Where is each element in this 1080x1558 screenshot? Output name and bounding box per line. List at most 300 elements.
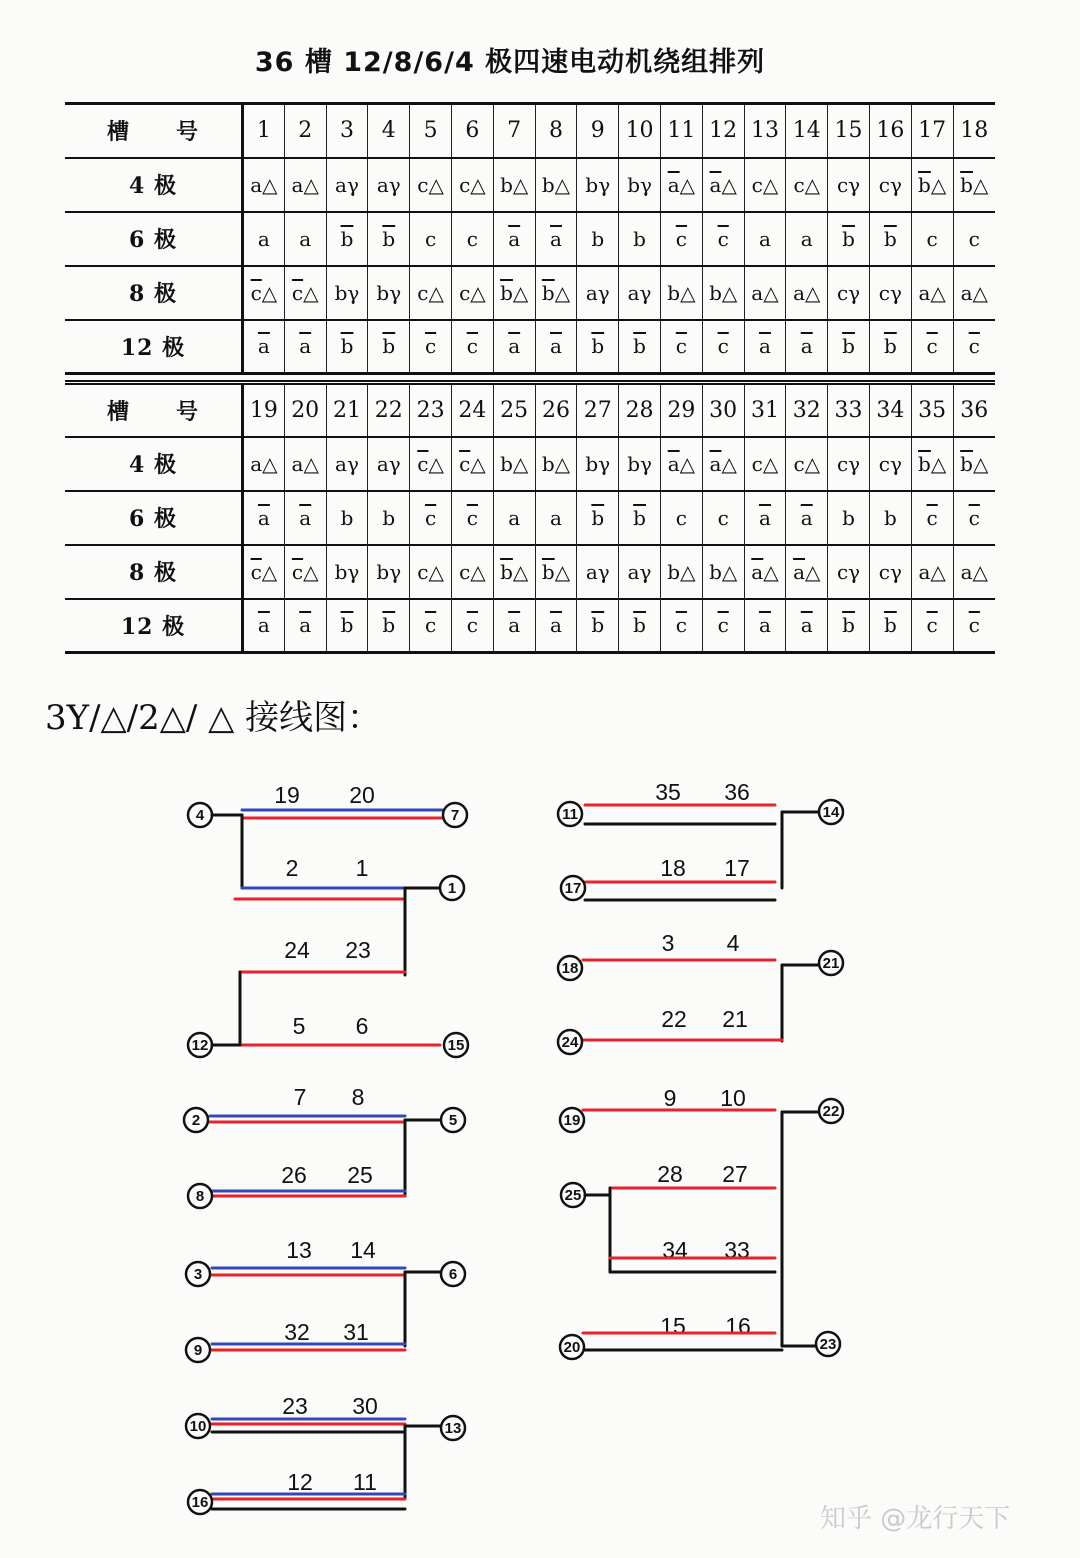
phase-value: cγ [878, 280, 902, 305]
terminal-number: 19 [563, 1112, 581, 1129]
phase-value: $\overline{a}$ [550, 226, 562, 251]
slot-number: 26 [535, 383, 577, 437]
phase-cell [284, 545, 326, 599]
phase-cell [953, 266, 995, 320]
terminal-number: 3 [193, 1266, 203, 1283]
phase-cell [911, 437, 953, 491]
phase-value: cγ [878, 172, 902, 197]
phase-cell [577, 266, 619, 320]
wiring-diagram [0, 760, 1080, 1558]
slot-label: 23 [282, 1393, 308, 1419]
phase-value: bγ [627, 451, 652, 476]
phase-cell [410, 491, 452, 545]
slot-number: 32 [786, 383, 828, 437]
phase-value: $\overline{b}$ [633, 613, 646, 638]
phase-value: $\overline{b}$ [633, 505, 646, 530]
phase-cell [702, 437, 744, 491]
phase-value: bγ [585, 172, 611, 197]
phase-value: $\overline{a}$ [257, 505, 270, 530]
phase-cell [702, 320, 744, 374]
phase-value: $\overline{c}$ [968, 505, 980, 530]
slot-number: 27 [577, 383, 619, 437]
slot-number: 18 [953, 104, 995, 158]
phase-cell [660, 212, 702, 266]
phase-cell [577, 491, 619, 545]
slot-number: 36 [953, 383, 995, 437]
slot-number: 4 [368, 104, 410, 158]
terminal-number: 8 [195, 1188, 205, 1205]
phase-value: $\overline{b}\triangle$ [918, 172, 947, 197]
phase-value: $\overline{a}$ [800, 613, 813, 638]
phase-cell [284, 266, 326, 320]
phase-value: b [633, 226, 646, 251]
phase-value: bγ [585, 451, 611, 476]
phase-cell [786, 599, 828, 653]
phase-value: a△ [250, 172, 278, 197]
phase-value: b△ [541, 451, 571, 476]
phase-cell [744, 212, 786, 266]
phase-cell [577, 437, 619, 491]
phase-cell [744, 437, 786, 491]
phase-value: $\overline{b}$ [340, 226, 354, 251]
slot-number: 2 [284, 104, 326, 158]
phase-cell [451, 545, 493, 599]
phase-value: $\overline{b}$ [340, 334, 354, 359]
slot-label: 8 [351, 1084, 365, 1110]
phase-cell [535, 266, 577, 320]
phase-value: $\overline{a}$ [758, 334, 771, 359]
phase-cell [828, 320, 870, 374]
phase-cell [828, 212, 870, 266]
slot-number: 9 [577, 104, 619, 158]
phase-cell [869, 158, 911, 212]
slot-label: 7 [293, 1084, 307, 1110]
phase-cell [535, 491, 577, 545]
phase-cell [869, 266, 911, 320]
phase-cell [577, 599, 619, 653]
phase-cell [326, 266, 368, 320]
phase-value: aγ [376, 172, 401, 197]
terminal-number: 21 [822, 955, 840, 972]
phase-value: $\overline{a}$ [508, 334, 521, 359]
slot-number: 28 [619, 383, 661, 437]
phase-cell [869, 545, 911, 599]
phase-value: $\overline{a}$ [550, 334, 562, 359]
phase-value: a△ [751, 280, 779, 305]
phase-cell [953, 320, 995, 374]
slot-label: 20 [349, 782, 375, 808]
phase-value: $\overline{c}\triangle$ [250, 559, 278, 584]
phase-cell [284, 437, 326, 491]
slot-header-label: 槽 号 [65, 104, 243, 158]
phase-value: $\overline{b}$ [842, 613, 855, 638]
phase-cell [953, 545, 995, 599]
phase-cell [828, 437, 870, 491]
terminal-number: 20 [563, 1339, 581, 1356]
phase-cell [869, 212, 911, 266]
winding-table-slots-1-18 [65, 102, 995, 375]
terminal-number: 4 [195, 807, 205, 824]
page-title: 36 槽 12/8/6/4 极四速电动机绕组排列 [254, 47, 766, 78]
slot-label: 23 [345, 937, 371, 963]
phase-value: $\overline{c}$ [926, 613, 938, 638]
phase-value: c [466, 226, 478, 251]
phase-cell [284, 599, 326, 653]
phase-value: a△ [291, 451, 319, 476]
phase-cell [451, 212, 493, 266]
phase-value: $\overline{b}$ [883, 334, 897, 359]
phase-value: $\overline{c}$ [717, 226, 729, 251]
slot-label: 17 [724, 855, 750, 881]
phase-cell [535, 599, 577, 653]
slot-label: 30 [352, 1393, 378, 1419]
phase-cell [869, 437, 911, 491]
phase-value: c△ [417, 172, 444, 197]
phase-value: cγ [836, 172, 861, 197]
phase-value: c△ [793, 172, 821, 197]
phase-value: $\overline{b}$ [382, 334, 396, 359]
slot-label: 19 [274, 782, 300, 808]
phase-cell [660, 320, 702, 374]
slot-label: 31 [343, 1319, 369, 1345]
slot-number: 34 [869, 383, 911, 437]
slot-label: 27 [722, 1161, 748, 1187]
phase-value: a [800, 226, 813, 251]
slot-label: 32 [284, 1319, 310, 1345]
phase-cell [243, 320, 285, 374]
phase-value: bγ [334, 280, 360, 305]
slot-label: 36 [724, 779, 750, 805]
phase-value: b [591, 226, 605, 251]
phase-value: $\overline{c}$ [968, 613, 980, 638]
terminal-number: 10 [189, 1418, 207, 1435]
phase-cell [911, 599, 953, 653]
phase-cell [744, 545, 786, 599]
phase-value: $\overline{a}$ [257, 334, 270, 359]
slot-number: 1 [243, 104, 285, 158]
phase-value: b△ [500, 172, 529, 197]
phase-cell [911, 545, 953, 599]
phase-cell [410, 545, 452, 599]
terminal-number: 5 [448, 1112, 458, 1129]
phase-value: c△ [751, 451, 779, 476]
phase-cell [953, 158, 995, 212]
phase-value: aγ [585, 280, 610, 305]
phase-value: $\overline{a}$ [800, 334, 813, 359]
phase-cell [326, 491, 368, 545]
phase-value: b△ [667, 559, 696, 584]
slot-label: 3 [661, 930, 675, 956]
phase-value: c [675, 505, 687, 530]
phase-cell [493, 320, 535, 374]
slot-label: 26 [281, 1162, 307, 1188]
phase-cell [660, 491, 702, 545]
phase-value: $\overline{c}$ [466, 505, 478, 530]
phase-value: $\overline{a}$ [550, 613, 562, 638]
phase-cell [702, 599, 744, 653]
phase-value: c [717, 505, 729, 530]
phase-value: $\overline{b}\triangle$ [500, 559, 529, 584]
phase-value: $\overline{a}$ [758, 613, 771, 638]
terminal-number: 7 [450, 807, 460, 824]
phase-cell [828, 491, 870, 545]
phase-cell [243, 437, 285, 491]
wiring-section-title: 3Y/△/2△/ △ 接线图： [45, 698, 382, 738]
slot-number: 35 [911, 383, 953, 437]
phase-cell [786, 437, 828, 491]
slot-number: 20 [284, 383, 326, 437]
phase-cell [493, 599, 535, 653]
pole-label: 6 极 [65, 212, 243, 266]
phase-cell [326, 320, 368, 374]
phase-cell [869, 320, 911, 374]
phase-cell [702, 212, 744, 266]
slot-label: 14 [350, 1237, 376, 1263]
phase-cell [744, 599, 786, 653]
pole-label: 4 极 [65, 158, 243, 212]
slot-label: 22 [661, 1006, 687, 1032]
phase-cell [953, 599, 995, 653]
phase-cell [828, 158, 870, 212]
phase-value: a△ [291, 172, 319, 197]
phase-cell [619, 437, 661, 491]
pole-label: 12 极 [120, 334, 186, 361]
phase-cell [326, 437, 368, 491]
phase-value: cγ [836, 451, 861, 476]
phase-value: c△ [459, 559, 486, 584]
phase-value: $\overline{b}$ [591, 334, 605, 359]
terminal-number: 1 [447, 880, 457, 897]
phase-value: b [883, 505, 897, 530]
slot-number: 31 [744, 383, 786, 437]
slot-label: 1 [355, 855, 369, 881]
slot-number: 24 [451, 383, 493, 437]
phase-value: c△ [417, 280, 444, 305]
phase-cell [911, 158, 953, 212]
terminal-number: 15 [447, 1037, 465, 1054]
phase-value: $\overline{b}\triangle$ [500, 280, 529, 305]
slot-number: 29 [660, 383, 702, 437]
phase-cell [368, 545, 410, 599]
terminal-number: 12 [191, 1037, 209, 1054]
phase-value: $\overline{c}\triangle$ [459, 451, 486, 476]
phase-cell [744, 266, 786, 320]
slot-header-label: 槽 号 [65, 383, 243, 437]
slot-number: 15 [828, 104, 870, 158]
phase-value: aγ [585, 559, 610, 584]
phase-cell [786, 545, 828, 599]
phase-value: c△ [793, 451, 821, 476]
phase-value: a△ [960, 559, 988, 584]
phase-cell [368, 437, 410, 491]
phase-cell [660, 545, 702, 599]
terminal-number: 16 [191, 1494, 209, 1511]
phase-cell [619, 320, 661, 374]
phase-cell [828, 545, 870, 599]
phase-cell [869, 599, 911, 653]
phase-cell [410, 320, 452, 374]
phase-cell [953, 491, 995, 545]
phase-cell [451, 158, 493, 212]
phase-value: b△ [541, 172, 571, 197]
phase-cell [284, 212, 326, 266]
phase-value: $\overline{c}\triangle$ [417, 451, 444, 476]
phase-cell [368, 212, 410, 266]
slot-number: 21 [326, 383, 368, 437]
slot-number: 7 [493, 104, 535, 158]
pole-label: 8 极 [65, 266, 243, 320]
pole-label: 8 极 [65, 545, 243, 599]
terminal-number: 14 [822, 804, 840, 821]
phase-value: $\overline{b}$ [591, 613, 605, 638]
phase-value: $\overline{b}$ [382, 613, 396, 638]
phase-value: $\overline{c}\triangle$ [291, 280, 319, 305]
phase-cell [493, 212, 535, 266]
phase-value: $\overline{a}\triangle$ [667, 172, 696, 197]
phase-value: $\overline{b}\triangle$ [918, 451, 947, 476]
phase-cell [243, 599, 285, 653]
slot-label: 12 [287, 1469, 313, 1495]
phase-value: $\overline{c}$ [675, 226, 687, 251]
phase-value: $\overline{c}$ [466, 613, 478, 638]
terminal-number: 25 [564, 1187, 582, 1204]
phase-value: c△ [459, 280, 486, 305]
phase-cell [577, 212, 619, 266]
phase-cell [911, 266, 953, 320]
phase-value: aγ [627, 559, 652, 584]
phase-cell [535, 212, 577, 266]
slot-number: 23 [410, 383, 452, 437]
phase-value: c△ [459, 172, 486, 197]
phase-value: a△ [918, 559, 946, 584]
phase-cell [619, 158, 661, 212]
phase-value: $\overline{a}\triangle$ [709, 172, 737, 197]
phase-cell [660, 437, 702, 491]
phase-cell [410, 599, 452, 653]
phase-value: a [758, 226, 771, 251]
phase-value: a△ [793, 280, 821, 305]
phase-value: bγ [376, 280, 402, 305]
phase-cell [911, 491, 953, 545]
phase-value: bγ [627, 172, 652, 197]
phase-cell [786, 212, 828, 266]
phase-cell [744, 158, 786, 212]
phase-value: b△ [709, 559, 738, 584]
phase-cell [619, 266, 661, 320]
phase-cell [577, 158, 619, 212]
phase-cell [619, 212, 661, 266]
phase-value: $\overline{b}\triangle$ [960, 451, 989, 476]
phase-cell [577, 545, 619, 599]
phase-cell [702, 491, 744, 545]
phase-cell [368, 491, 410, 545]
slot-label: 16 [725, 1313, 751, 1339]
phase-cell [702, 545, 744, 599]
phase-cell [326, 158, 368, 212]
phase-cell [493, 491, 535, 545]
winding-table-slots-19-36 [65, 380, 995, 654]
phase-cell [869, 491, 911, 545]
phase-value: cγ [878, 451, 902, 476]
phase-value: $\overline{b}\triangle$ [960, 172, 989, 197]
phase-value: cγ [836, 280, 861, 305]
phase-cell [535, 545, 577, 599]
slot-label: 13 [286, 1237, 312, 1263]
phase-cell [911, 320, 953, 374]
phase-value: $\overline{c}$ [675, 613, 687, 638]
phase-cell [284, 158, 326, 212]
phase-value: $\overline{b}$ [633, 334, 646, 359]
phase-cell [619, 491, 661, 545]
phase-cell [368, 266, 410, 320]
phase-value: $\overline{b}$ [382, 226, 396, 251]
phase-value: $\overline{b}$ [842, 226, 855, 251]
phase-cell [243, 158, 285, 212]
terminal-number: 22 [822, 1103, 840, 1120]
phase-value: aγ [376, 451, 401, 476]
phase-value: $\overline{b}\triangle$ [541, 280, 571, 305]
phase-value: $\overline{c}\triangle$ [250, 280, 278, 305]
slot-label: 5 [292, 1013, 306, 1039]
phase-cell [368, 158, 410, 212]
slot-label: 28 [657, 1161, 683, 1187]
slot-label: 24 [284, 937, 310, 963]
phase-cell [619, 545, 661, 599]
slot-label: 18 [660, 855, 686, 881]
phase-cell [410, 266, 452, 320]
phase-value: $\overline{b}$ [883, 613, 897, 638]
phase-cell [493, 437, 535, 491]
phase-cell [828, 599, 870, 653]
phase-value: aγ [335, 451, 359, 476]
phase-value: $\overline{c}$ [466, 334, 478, 359]
phase-cell [702, 158, 744, 212]
phase-value: $\overline{c}$ [926, 505, 938, 530]
phase-value: $\overline{c}$ [717, 613, 729, 638]
phase-cell [911, 212, 953, 266]
watermark: 知乎 @龙行天下 [820, 1504, 1011, 1534]
phase-value: $\overline{b}$ [340, 613, 354, 638]
phase-value: a [508, 505, 521, 530]
phase-cell [744, 491, 786, 545]
slot-label: 34 [662, 1237, 688, 1263]
phase-value: c△ [751, 172, 779, 197]
phase-value: c [424, 226, 437, 251]
phase-value: $\overline{b}$ [591, 505, 605, 530]
phase-value: $\overline{c}$ [675, 334, 687, 359]
phase-value: b△ [500, 451, 529, 476]
phase-cell [243, 212, 285, 266]
phase-value: c△ [417, 559, 444, 584]
terminal-number: 9 [193, 1342, 203, 1359]
phase-value: b [340, 505, 354, 530]
phase-value: $\overline{a}$ [508, 226, 521, 251]
phase-value: b [382, 505, 396, 530]
phase-value: cγ [878, 559, 902, 584]
phase-value: $\overline{c}$ [926, 334, 938, 359]
phase-value: $\overline{a}$ [299, 334, 312, 359]
phase-value: $\overline{b}$ [842, 334, 855, 359]
phase-cell [493, 545, 535, 599]
phase-cell [368, 320, 410, 374]
phase-value: aγ [627, 280, 652, 305]
phase-cell [702, 266, 744, 320]
slot-number: 16 [869, 104, 911, 158]
slot-number: 33 [828, 383, 870, 437]
phase-cell [660, 266, 702, 320]
phase-cell [368, 599, 410, 653]
phase-cell [660, 599, 702, 653]
